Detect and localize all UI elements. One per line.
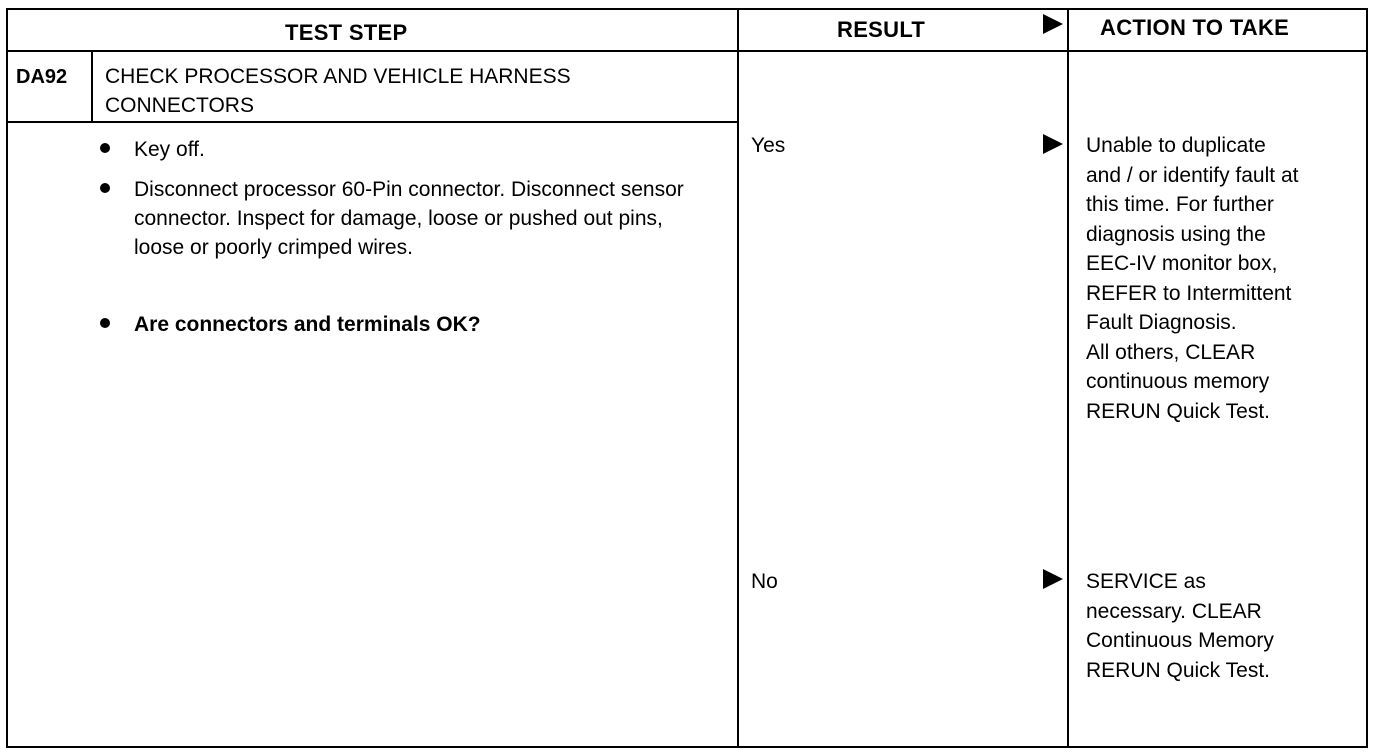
bullet-icon [100,183,110,193]
action-column-divider [1067,8,1069,748]
action-line: All others, CLEAR [1086,340,1256,364]
action-line: SERVICE as [1086,570,1206,593]
action-line: Continuous Memory [1086,629,1274,652]
step-title-line: CONNECTORS [105,94,254,117]
arrow-right-icon [1043,569,1063,589]
step-title-line: CHECK PROCESSOR AND VEHICLE HARNESS [105,65,571,88]
result-yes: Yes [751,134,786,157]
action-to-take-header: ACTION TO TAKE [1100,15,1290,40]
action-line: EEC-IV monitor box, [1086,252,1278,275]
action-line: continuous memory [1086,370,1270,393]
action-line: REFER to Intermittent [1086,281,1292,305]
action-yes [1086,131,1361,426]
action-line: necessary. CLEAR [1086,599,1262,623]
step-title [105,62,725,120]
list-item [100,135,694,164]
step-title-divider [6,121,739,123]
list-item [100,175,694,262]
action-line: and / or identify fault at [1086,163,1299,187]
arrow-right-icon [1043,134,1063,154]
action-line: Fault Diagnosis. [1086,311,1237,334]
header-divider [6,50,1368,52]
list-item [100,310,694,339]
action-line: Unable to duplicate [1086,134,1266,157]
step-id: DA92 [16,66,68,88]
action-no [1086,567,1361,685]
result-column-divider [737,8,739,748]
action-line: RERUN Quick Test. [1086,658,1270,682]
bullet-text: Key off. [134,138,205,161]
arrow-right-icon [1043,14,1063,34]
bullet-icon [100,143,110,153]
action-line: diagnosis using the [1086,222,1266,246]
question-text: Are connectors and terminals OK? [134,313,481,336]
result-header: RESULT [837,17,926,42]
bullet-text: Disconnect processor 60-Pin connector. Disconnect sensor connector. Inspect for damage, loose or pushed out pins, loose or poorly crimped wires. [134,178,684,259]
result-no: No [751,570,778,593]
step-id-divider [91,50,93,122]
action-line: RERUN Quick Test. [1086,399,1270,423]
test-step-header: TEST STEP [285,20,408,45]
bullet-icon [100,318,110,328]
action-line: this time. For further [1086,193,1274,216]
